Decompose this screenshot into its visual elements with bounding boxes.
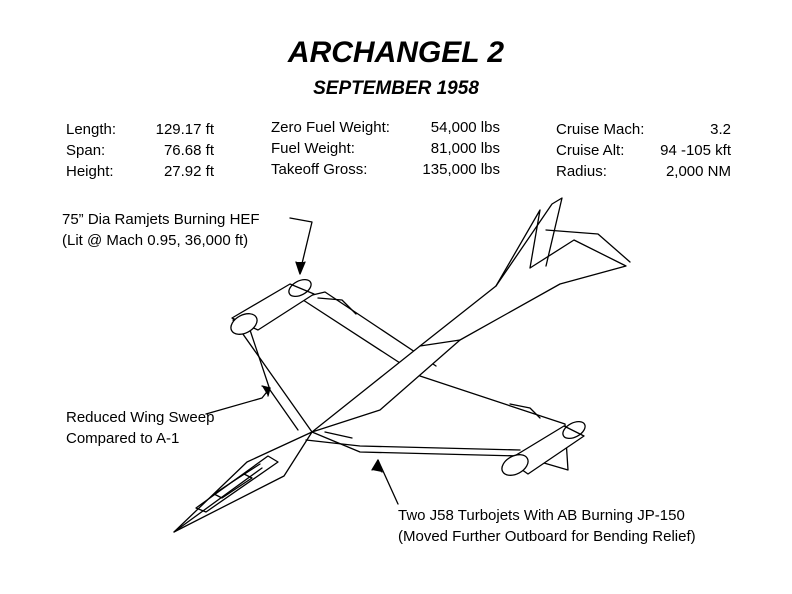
spec-value: 76.68 ft (163, 142, 214, 159)
callout-ramjets-line1: 75” Dia Ramjets Burning HEF (62, 211, 260, 228)
callout-wing-sweep-line1: Reduced Wing Sweep (66, 409, 215, 426)
spec-value: 54,000 lbs (430, 119, 500, 136)
spec-value: 94 -105 kft (660, 142, 731, 159)
spec-label: Radius: (556, 163, 607, 180)
spec-label: Takeoff Gross: (271, 161, 368, 178)
spec-value: 27.92 ft (163, 163, 214, 180)
spec-label: Cruise Mach: (556, 121, 645, 138)
callout-ramjets-line2: (Lit @ Mach 0.95, 36,000 ft) (62, 232, 249, 249)
spec-value: 81,000 lbs (430, 140, 500, 157)
spec-value: 129.17 ft (155, 121, 214, 138)
diagram-title: ARCHANGEL 2 (287, 36, 505, 69)
spec-label: Cruise Alt: (556, 142, 625, 159)
callout-turbojets (398, 505, 696, 547)
spec-value: 135,000 lbs (422, 161, 500, 178)
spec-label: Zero Fuel Weight: (271, 119, 390, 136)
spec-label: Height: (66, 163, 114, 180)
callout-wing-sweep (66, 407, 214, 449)
spec-label: Fuel Weight: (271, 140, 355, 157)
spec-value: 3.2 (710, 121, 731, 138)
diagram-subtitle: SEPTEMBER 1958 (313, 78, 479, 99)
callout-turbojets-line1: Two J58 Turbojets With AB Burning JP-150 (398, 507, 685, 524)
spec-label: Length: (66, 121, 117, 138)
callout-wing-sweep-line2: Compared to A-1 (66, 430, 180, 447)
spec-label: Span: (66, 142, 106, 159)
callout-ramjets (62, 209, 260, 251)
callout-turbojets-line2: (Moved Further Outboard for Bending Relief) (398, 528, 696, 545)
spec-value: 2,000 NM (665, 163, 731, 180)
